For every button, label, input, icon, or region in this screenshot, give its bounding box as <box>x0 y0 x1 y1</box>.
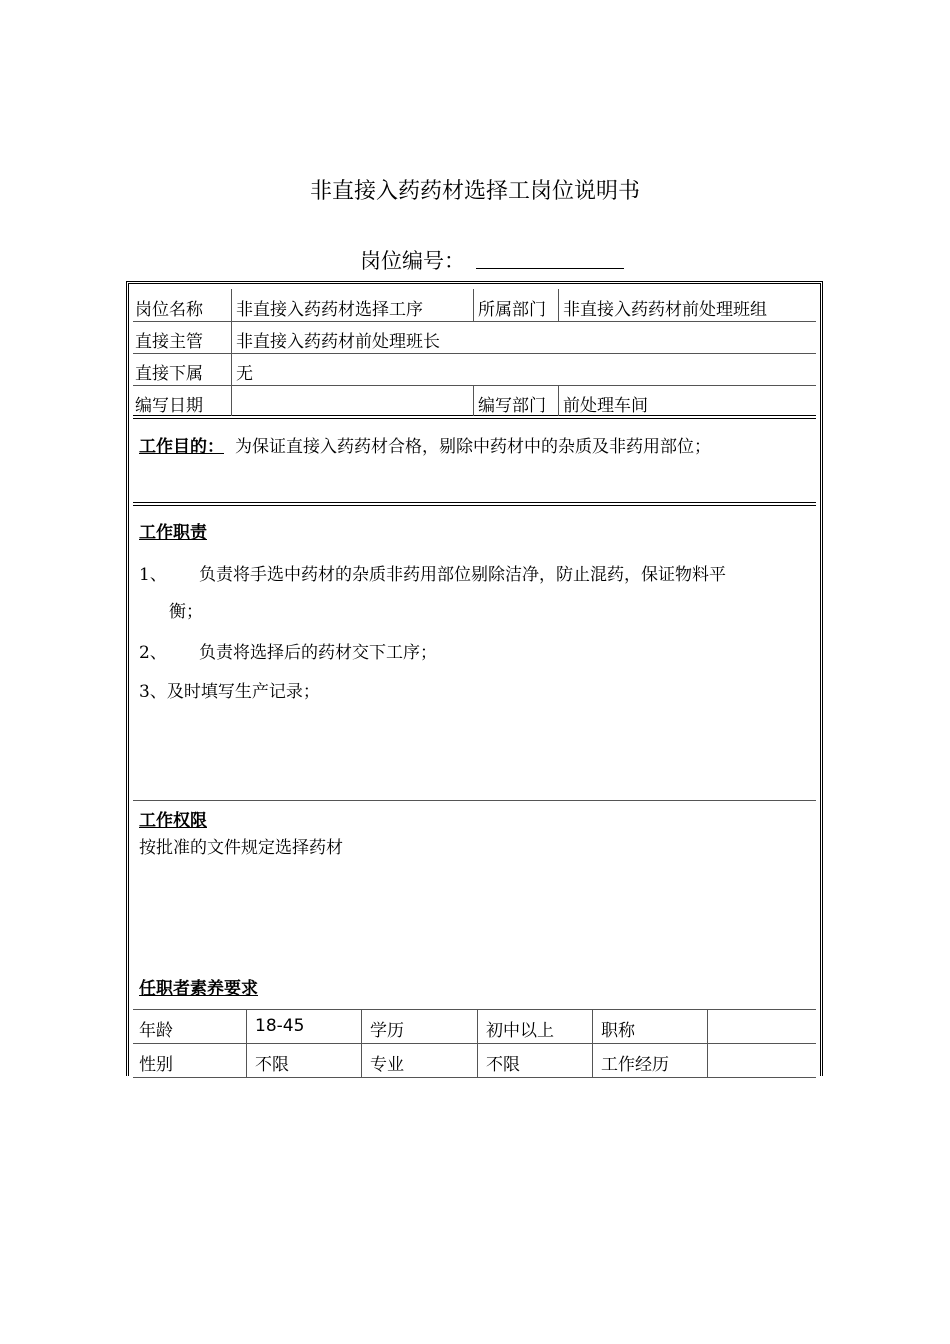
subordinate-label: 直接下属 <box>135 364 203 384</box>
age-label: 年龄 <box>139 1021 173 1041</box>
duties-heading: 工作职责 <box>139 523 207 543</box>
duty-2-number: 2、 <box>139 643 167 663</box>
col-divider <box>231 289 232 416</box>
col-divider <box>246 1009 247 1077</box>
requirements-row-divider <box>133 1043 816 1044</box>
gender-value: 不限 <box>255 1055 289 1075</box>
gender-label: 性别 <box>139 1055 173 1075</box>
education-value: 初中以上 <box>486 1021 554 1041</box>
col-divider <box>592 1009 593 1077</box>
col-divider <box>558 385 559 416</box>
row-divider <box>133 385 816 386</box>
experience-label: 工作经历 <box>601 1055 669 1075</box>
col-divider <box>558 289 559 321</box>
row-divider <box>133 321 816 322</box>
title-label: 职称 <box>601 1021 635 1041</box>
authority-text: 按批准的文件规定选择药材 <box>139 838 343 858</box>
supervisor-value: 非直接入药药材前处理班长 <box>236 332 440 352</box>
requirements-table-bottom <box>133 1077 816 1078</box>
department-value: 非直接入药药材前处理班组 <box>563 300 767 320</box>
row-divider <box>133 353 816 354</box>
purpose-text: 为保证直接入药药材合格，剔除中药材中的杂质及非药用部位； <box>235 437 711 457</box>
job-description-form <box>126 281 823 1076</box>
position-code-label: 岗位编号： <box>360 249 465 273</box>
authority-heading: 工作权限 <box>139 811 207 831</box>
col-divider <box>477 1009 478 1077</box>
col-divider <box>707 1009 708 1077</box>
purpose-bottom-rule <box>133 502 816 506</box>
position-code-blank[interactable] <box>476 268 624 269</box>
duties-bottom-rule <box>133 800 816 801</box>
position-name-label: 岗位名称 <box>135 300 203 320</box>
duty-3-text: 3、及时填写生产记录； <box>139 682 320 702</box>
age-value: 18-45 <box>255 1016 305 1036</box>
col-divider <box>473 289 474 321</box>
date-label: 编写日期 <box>135 396 203 416</box>
duty-2-text: 负责将选择后的药材交下工序； <box>199 643 437 663</box>
duty-1-line-2: 衡； <box>169 602 203 622</box>
department-label: 所属部门 <box>478 300 546 320</box>
purpose-label: 工作目的： <box>139 437 224 457</box>
info-table-bottom-rule <box>133 415 816 419</box>
col-divider <box>473 385 474 416</box>
col-divider <box>361 1009 362 1077</box>
subordinate-value: 无 <box>236 364 253 384</box>
major-label: 专业 <box>370 1055 404 1075</box>
major-value: 不限 <box>486 1055 520 1075</box>
requirements-table-top <box>133 1009 816 1010</box>
education-label: 学历 <box>370 1021 404 1041</box>
duty-1-line-1: 负责将手选中药材的杂质非药用部位剔除洁净，防止混药，保证物料平 <box>199 565 726 585</box>
duty-1-number: 1、 <box>139 565 167 585</box>
author-dept-value: 前处理车间 <box>563 396 648 416</box>
supervisor-label: 直接主管 <box>135 332 203 352</box>
position-name-value: 非直接入药药材选择工序 <box>236 300 423 320</box>
author-dept-label: 编写部门 <box>478 396 546 416</box>
requirements-heading: 任职者素养要求 <box>139 979 258 999</box>
page-title: 非直接入药药材选择工岗位说明书 <box>309 179 640 204</box>
